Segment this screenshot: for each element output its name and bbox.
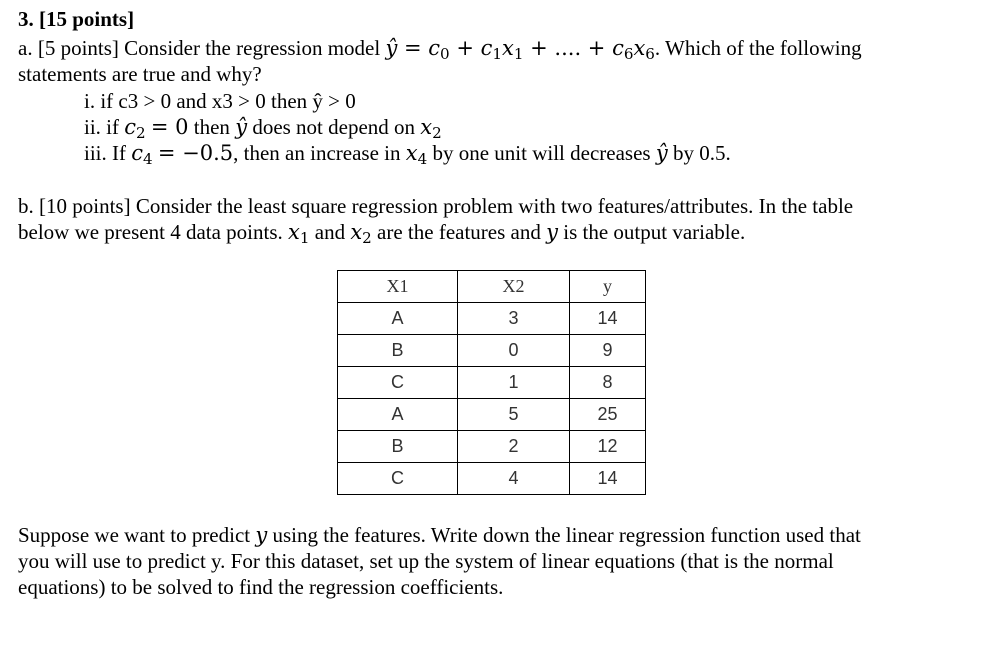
part-a-intro: [18, 35, 862, 64]
table-header-row: [338, 271, 646, 303]
model-c1: c: [480, 36, 493, 60]
table-row: [338, 463, 646, 495]
table-cell: 9: [570, 335, 646, 367]
model-c0: c: [428, 36, 441, 60]
table-header-x2: X2: [458, 271, 570, 303]
statement-iii-mid: , then an increase in: [233, 141, 401, 165]
table-cell: B: [338, 335, 458, 367]
table-cell: A: [338, 399, 458, 431]
statement-iii-end: by 0.5.: [672, 141, 731, 165]
table-cell: 12: [570, 431, 646, 463]
statement-iii-prefix: iii. If: [84, 141, 126, 165]
model-yhat: ŷ: [385, 36, 398, 60]
statement-ii-mid: then: [193, 115, 230, 139]
table-row: [338, 367, 646, 399]
part-c-line1-prefix: Suppose we want to predict: [18, 523, 251, 547]
table-cell: C: [338, 367, 458, 399]
table-cell: 0: [458, 335, 570, 367]
table-row: [338, 335, 646, 367]
statement-iii-text: by one unit will decreases: [432, 141, 651, 165]
part-a-intro-prefix: a. [5 points] Consider the regression model: [18, 36, 381, 60]
table-header-x1: X1: [338, 271, 458, 303]
table-row: [338, 431, 646, 463]
table-cell: 8: [570, 367, 646, 399]
table-cell: 2: [458, 431, 570, 463]
table-cell: C: [338, 463, 458, 495]
statement-ii-prefix: ii. if: [84, 115, 119, 139]
part-b-line2-end: is the output variable.: [563, 220, 746, 244]
table-cell: 25: [570, 399, 646, 431]
part-b-line2-mid: are the features and: [371, 220, 541, 244]
table-cell: 1: [458, 367, 570, 399]
model-plus1: +: [449, 36, 481, 60]
data-table: [337, 270, 646, 495]
table-cell: 14: [570, 463, 646, 495]
part-c-line3: equations) to be solved to find the regression coefficients.: [18, 575, 504, 599]
part-b-line2: below we present 4 data points. $x_1$ and $x_2$ are the features and y is the output variable.: [18, 220, 746, 248]
part-a-intro-suffix: . Which of the following: [654, 36, 862, 60]
model-c1-sub: 1: [492, 45, 502, 64]
statement-iii: iii. If $c_4 = -0.5$, then an increase in $x_4$ by one unit will decreases ŷ by 0.5.: [84, 141, 731, 169]
model-equals: =: [397, 36, 429, 60]
part-c-line1: Suppose we want to predict y using the features. Write down the linear regression function used that: [18, 523, 861, 547]
table-cell: 4: [458, 463, 570, 495]
model-x1-sub: 1: [513, 45, 524, 64]
table-cell: B: [338, 431, 458, 463]
table-cell: 14: [570, 303, 646, 335]
part-b-line2-and: and: [314, 220, 346, 244]
statement-i-prefix: i.: [84, 89, 101, 113]
model-x6-sub: 6: [645, 45, 655, 64]
part-b-line2-prefix: below we present 4 data points.: [18, 220, 283, 244]
table-cell: 3: [458, 303, 570, 335]
statement-ii: ii. if $c_2 = 0$ then ŷ does not depend on $x_2$: [84, 115, 442, 143]
table-cell: A: [338, 303, 458, 335]
statement-i-text: if c3 > 0 and x3 > 0 then ŷ > 0: [100, 89, 356, 113]
part-c-line2: you will use to predict y. For this dataset, set up the system of linear equations (that is the normal: [18, 549, 834, 573]
model-c0-sub: 0: [440, 45, 450, 64]
table-row: [338, 399, 646, 431]
part-a-intro-line2: statements are true and why?: [18, 62, 262, 86]
model-c6: c: [612, 36, 624, 60]
model-x6: x: [633, 36, 646, 60]
part-b-line1: b. [10 points] Consider the least square regression problem with two features/attributes. In the table: [18, 194, 854, 218]
part-c-line1-suffix: using the features. Write down the linear regression function used that: [272, 523, 861, 547]
question-title: 3. [15 points]: [18, 7, 135, 31]
statement-ii-text: does not depend on: [252, 115, 416, 139]
table-row: [338, 303, 646, 335]
table-header-y: y: [570, 271, 646, 303]
statement-i: [84, 88, 356, 114]
table-cell: 5: [458, 399, 570, 431]
model-c6-sub: 6: [623, 45, 634, 64]
model-plus-dots: + .... +: [523, 36, 613, 60]
model-x1: x: [502, 36, 514, 60]
